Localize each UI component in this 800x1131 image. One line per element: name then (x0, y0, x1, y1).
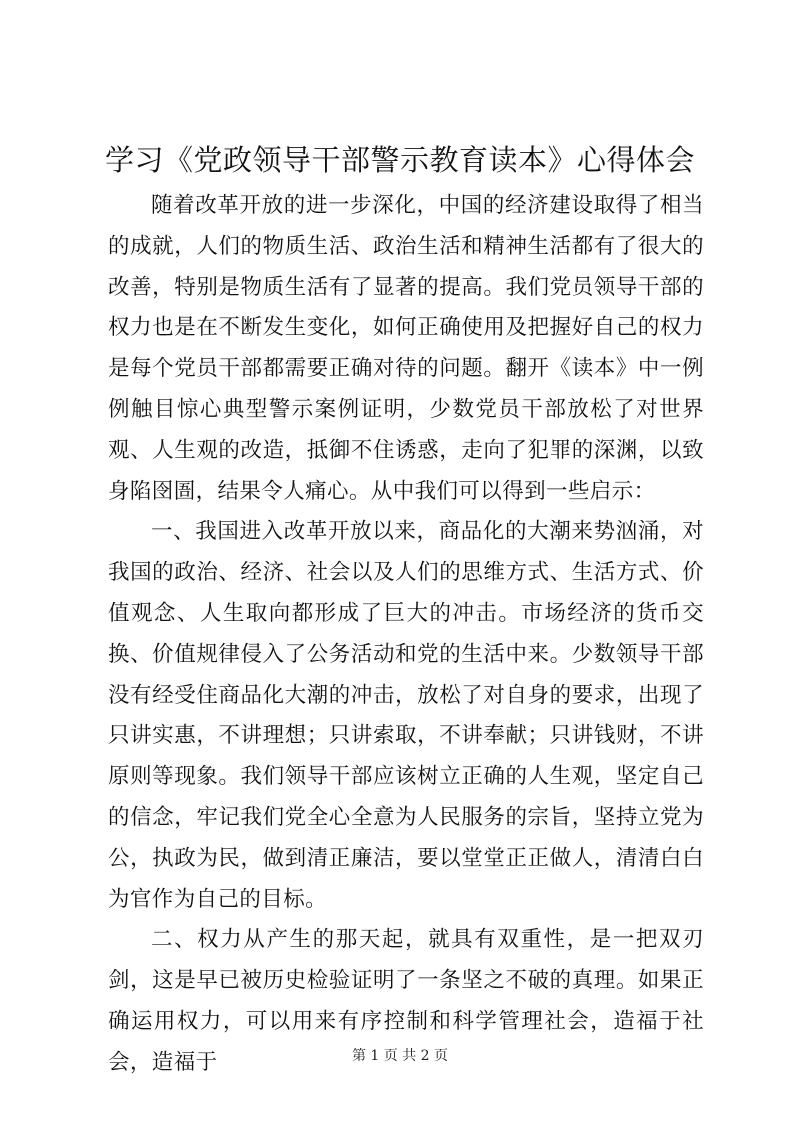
paragraph-point-one: 一、我国进入改革开放以来，商品化的大潮来势汹涌，对我国的政治、经济、社会以及人们的思维方式、生活方式、价值观念、人生取向都形成了巨大的冲击。市场经济的货币交换、价值规律侵入了公务活动和党的生活中来。少数领导干部没有经受住商品化大潮的冲击，放松了对自身的要求，出现了只讲实惠，不讲理想；只讲索取，不讲奉献；只讲钱财，不讲原则等现象。我们领导干部应该树立正确的人生观，坚定自己的信念，牢记我们党全心全意为人民服务的宗旨，坚持立党为公，执政为民，做到清正廉洁，要以堂堂正正做人，清清白白为官作为自己的目标。 (108, 519, 704, 912)
document-body (108, 186, 704, 1084)
paragraph-intro: 随着改革开放的进一步深化，中国的经济建设取得了相当的成就，人们的物质生活、政治生活和精神生活都有了很大的改善，特别是物质生活有了显著的提高。我们党员领导干部的权力也是在不断发生变化，如何正确使用及把握好自己的权力是每个党员干部都需要正确对待的问题。翻开《读本》中一例例触目惊心典型警示案例证明，少数党员干部放松了对世界观、人生观的改造，抵御不住诱惑，走向了犯罪的深渊，以致身陷囹圄，结果令人痛心。从中我们可以得到一些启示： (108, 193, 704, 504)
document-title: 学习《党政领导干部警示教育读本》心得体会 (104, 143, 695, 177)
page-footer: 第 1 页 共 2 页 (351, 1048, 449, 1064)
paragraph-point-two: 二、权力从产生的那天起，就具有双重性，是一把双刃剑，这是早已被历史检验证明了一条坚之不破的真理。如果正确运用权力，可以用来有序控制和科学管理社会，造福于社会，造福于 (108, 927, 704, 1075)
